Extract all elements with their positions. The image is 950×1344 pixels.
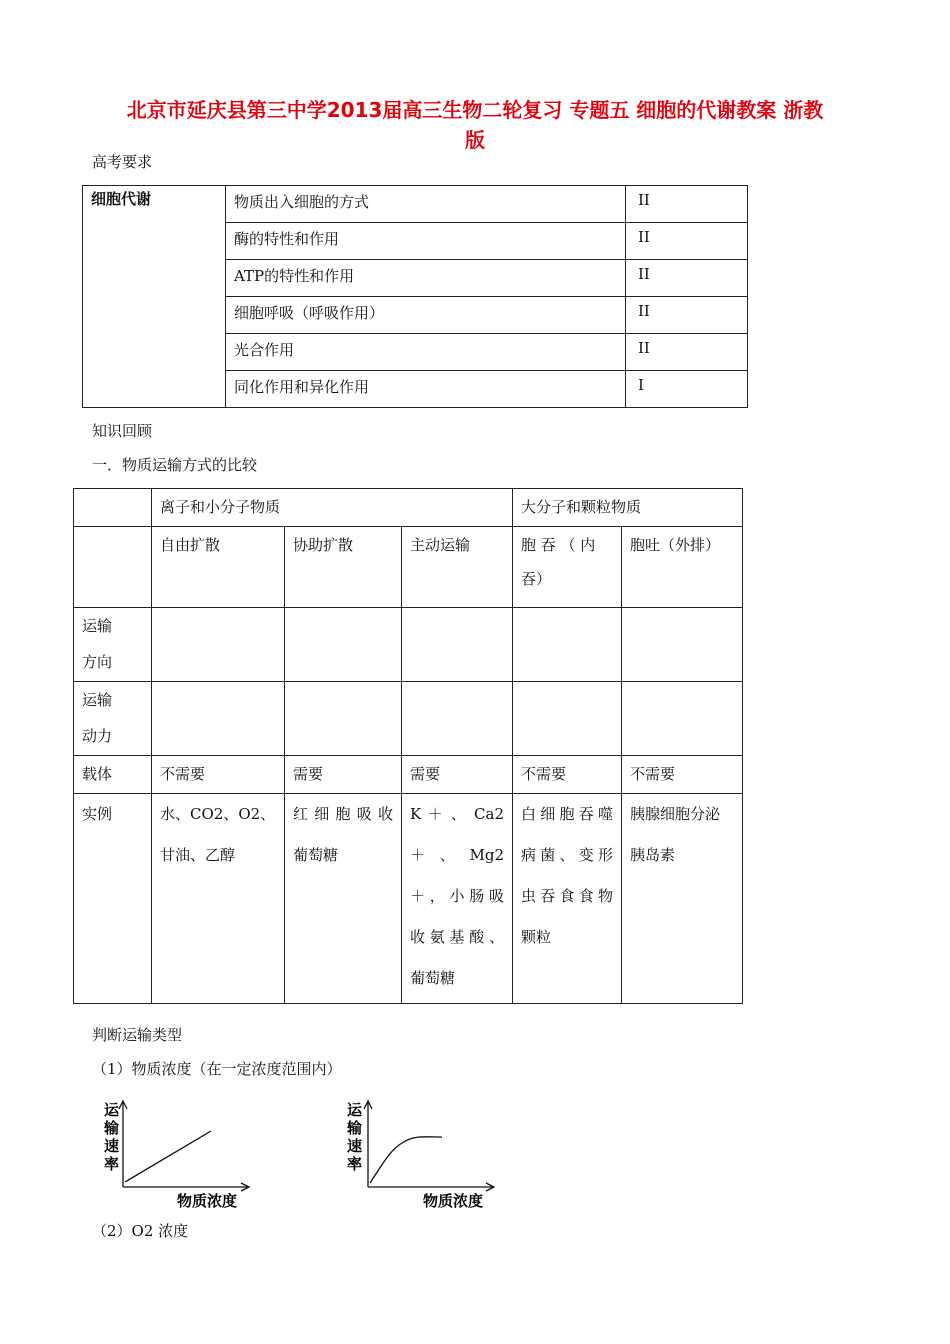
example-line: 收氨基酸、 [410, 928, 504, 946]
subsection-1-heading: （1）物质浓度（在一定浓度范围内） [92, 1060, 342, 1078]
requirement-item: ATP的特性和作用 [226, 260, 626, 297]
section-requirements-heading: 高考要求 [92, 153, 153, 171]
carrier-value: 不需要 [622, 756, 743, 794]
graph-y-label-char: 速 [347, 1137, 363, 1155]
corner-cell [74, 489, 152, 527]
graph-y-label-char: 率 [347, 1155, 363, 1173]
comparison-table [73, 488, 743, 1004]
row-label-direction-line2: 方向 [82, 653, 113, 671]
requirements-table [82, 185, 748, 408]
group-macromolecules: 大分子和颗粒物质 [513, 489, 743, 527]
graph-y-label-char: 输 [104, 1119, 120, 1137]
example-line: 葡萄糖 [410, 969, 456, 987]
table-cell [152, 682, 285, 756]
graph-saturating-curve [370, 1137, 442, 1183]
requirement-level: II [626, 186, 748, 223]
example-line: 葡萄糖 [293, 846, 339, 864]
table-cell [622, 682, 743, 756]
requirement-level: II [626, 297, 748, 334]
header-endocytosis-line1: 胞 吞 （ 内 [521, 536, 596, 554]
header-free-diffusion: 自由扩散 [152, 527, 285, 608]
table-cell [622, 608, 743, 682]
example-facilitated-diffusion [285, 794, 402, 1004]
carrier-value: 需要 [285, 756, 402, 794]
requirements-category: 细胞代谢 [83, 186, 226, 408]
example-free-diffusion [152, 794, 285, 1004]
section-review-heading: 知识回顾 [92, 422, 153, 440]
example-line: 颗粒 [521, 928, 552, 946]
row-label-direction-line1: 运输 [82, 617, 113, 635]
title-line-2: 版 [465, 128, 485, 152]
carrier-value: 不需要 [152, 756, 285, 794]
judge-heading: 判断运输类型 [92, 1026, 183, 1044]
graph-y-label-char: 运 [104, 1101, 120, 1119]
group-small-molecules: 离子和小分子物质 [152, 489, 513, 527]
header-exocytosis: 胞吐（外排） [622, 527, 743, 608]
section-one-heading: 一．物质运输方式的比较 [92, 456, 258, 474]
requirement-item: 细胞呼吸（呼吸作用） [226, 297, 626, 334]
example-line: ＋ 、 Mg2 [410, 846, 504, 864]
graph-x-label: 物质浓度 [177, 1192, 238, 1210]
row-label-power-line1: 运输 [82, 691, 113, 709]
carrier-value: 需要 [402, 756, 513, 794]
requirement-item: 同化作用和异化作用 [226, 371, 626, 408]
row-label-direction [74, 608, 152, 682]
graph-y-label-char: 运 [347, 1101, 363, 1119]
example-line: 胰腺细胞分泌 [630, 805, 721, 823]
title-line-1: 北京市延庆县第三中学2013届高三生物二轮复习 专题五 细胞的代谢教案 浙教 [126, 98, 824, 122]
requirement-level: II [626, 260, 748, 297]
requirement-item: 物质出入细胞的方式 [226, 186, 626, 223]
table-cell [152, 608, 285, 682]
requirement-item: 酶的特性和作用 [226, 223, 626, 260]
row-label-example: 实例 [74, 794, 152, 1004]
example-line: 甘油、乙醇 [160, 846, 236, 864]
header-endocytosis [513, 527, 622, 608]
table-cell [285, 682, 402, 756]
requirement-level: I [626, 371, 748, 408]
row-label-carrier: 载体 [74, 756, 152, 794]
example-line: 白细胞吞噬 [521, 805, 613, 823]
graph-x-label: 物质浓度 [423, 1192, 484, 1210]
graph-y-label-char: 率 [104, 1155, 120, 1173]
example-line: ＋，小肠吸 [410, 887, 504, 905]
carrier-value: 不需要 [513, 756, 622, 794]
example-endocytosis [513, 794, 622, 1004]
graph-linear-curve [125, 1131, 211, 1182]
table-cell [402, 608, 513, 682]
example-active-transport [402, 794, 513, 1004]
graph-y-label-char: 速 [104, 1137, 120, 1155]
header-blank-cell [74, 527, 152, 608]
subsection-2-heading: （2）O2 浓度 [92, 1222, 189, 1240]
document-title [80, 95, 870, 155]
example-line: 虫吞食食物 [521, 887, 613, 905]
table-cell [402, 682, 513, 756]
graph-linear [95, 1095, 265, 1215]
row-label-power [74, 682, 152, 756]
table-cell [513, 682, 622, 756]
graph-saturating [340, 1095, 510, 1215]
header-active-transport: 主动运输 [402, 527, 513, 608]
header-endocytosis-line2: 吞） [521, 570, 552, 588]
table-cell [513, 608, 622, 682]
example-exocytosis [622, 794, 743, 1004]
header-facilitated-diffusion: 协助扩散 [285, 527, 402, 608]
requirement-item: 光合作用 [226, 334, 626, 371]
table-cell [285, 608, 402, 682]
example-line: 病菌、变形 [521, 846, 613, 864]
example-line: 胰岛素 [630, 846, 676, 864]
requirement-level: II [626, 334, 748, 371]
requirement-level: II [626, 223, 748, 260]
example-line: K ＋ 、 Ca2 [410, 805, 504, 823]
example-line: 水、CO2、O2、 [160, 805, 276, 823]
example-line: 红细胞吸收 [293, 805, 393, 823]
row-label-power-line2: 动力 [82, 727, 113, 745]
graph-y-label-char: 输 [347, 1119, 363, 1137]
